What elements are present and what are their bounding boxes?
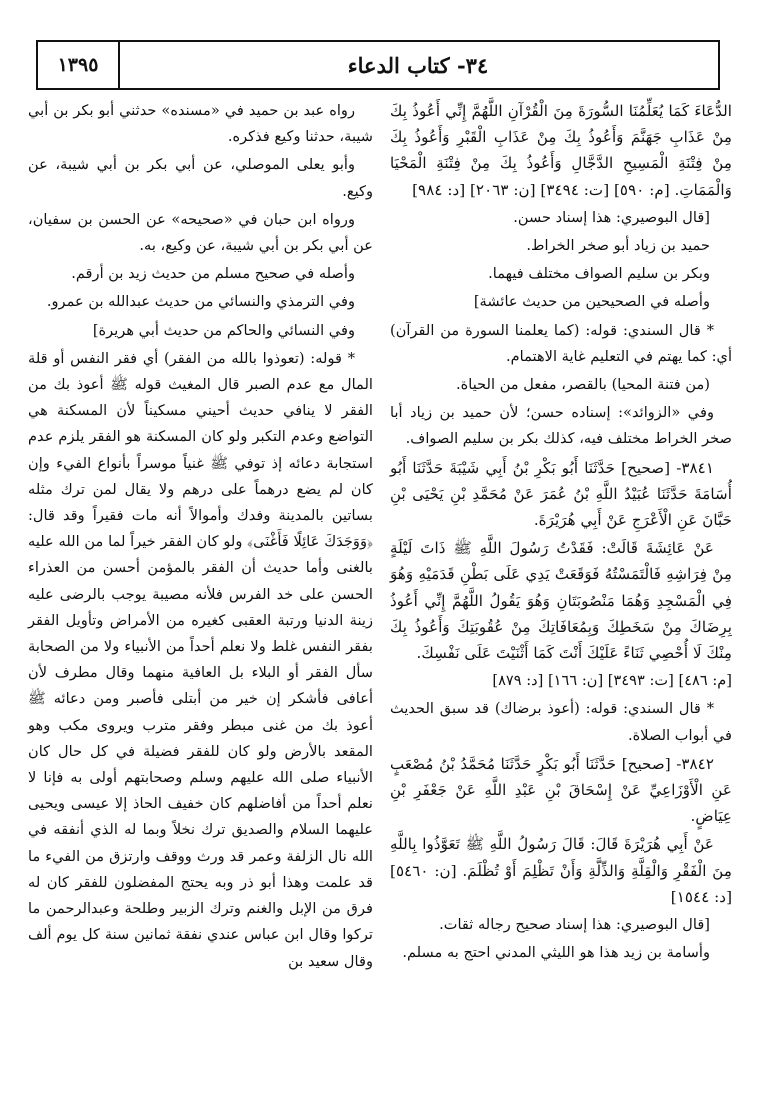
right-column-paragraph: وأسامة بن زيد هذا هو الليثي المدني احتج به مسلم. (402, 944, 710, 962)
right-column-paragraph: [م: ٤٨٦] [ت: ٣٤٩٣] [ن: ١٦٦] [د: ٨٧٩] (492, 672, 732, 690)
right-column-paragraph: ٣٨٤٢- [صحيح] حَدَّثَنَا أَبُو بَكْرٍ حَدَّثَنَا مُحَمَّدُ بْنُ مُصْعَبٍ عَنِ الْأَوْزَاعِيِّ عَنْ إِسْحَاقَ بْنِ عَبْدِ اللَّهِ عَنْ جَعْفَرِ بْنِ عِيَاضٍ. (390, 754, 732, 826)
left-column-paragraph: وفي النسائي والحاكم من حديث أبي هريرة] (92, 321, 355, 339)
page-header (36, 40, 720, 90)
right-column-paragraph: عَنْ أَبِي هُرَيْرَةَ قَالَ: قَالَ رَسُولُ اللَّهِ ﷺ تَعَوَّذُوا بِاللَّهِ مِنَ الْفَقْرِ وَالْقِلَّةِ وَالذِّلَّةِ وَأَنْ تَظْلِمَ أَوْ تُظْلَمَ. [ن: ٥٤٦٠] [د: ١٥٤٤] (390, 835, 732, 906)
chapter-title: ٣٤- كتاب الدعاء (347, 52, 489, 78)
left-column-paragraph: وفي الترمذي والنسائي من حديث عبدالله بن عمرو. (46, 293, 355, 311)
right-column-paragraph: * قال السندي: قوله: (كما يعلمنا السورة من القرآن) أي: كما يهتم في التعليم غاية الاهتمام. (390, 321, 732, 365)
right-column-paragraph: [قال البوصيري: هذا إسناد حسن. (513, 208, 710, 226)
page-number: ١٣٩٥ (38, 42, 120, 88)
left-column-paragraph: * قوله: (تعوذوا بالله من الفقر) أي فقر النفس أو قلة المال مع عدم الصبر قال المغيث قوله ﷺ أعوذ بك من الفقر لا ينافي حديث أحيني مسكيناً لأن المسكنة هي التواضع وعدم التكبر ولو كان المسكنة هو الفقر يلزم عدم استجابة دعائه إذ توفي ﷺ غنياً موسراً بأنواع الفيء وإن كان لم يضع درهماً على درهم ولا يقال لمن ترك مثله بساتين بالمدينة وفدك وأموالاً أنه مات فقيراً وقد قال: ﴿وَوَجَدَكَ عَائِلًا فَأَغْنَى﴾ ولو كان الفقر خيراً لما من الله عليه بالغنى وأما حديث أن الفقر بالمؤمن أحسن من العذراء الحسن على خد الفرس فلأنه مصيبة يوجب بالرضى عليه زينة الدنيا ورتبة العقبى كغيره من الأمراض وتأويل الفقر بفقر النفس غلط ولا نعلم أحداً من الأنبياء ولا من الصحابة سأل الفقر أو البلاء بل العافية منهما وقال مطرف لأن أعافى فأشكر إن خير من أبتلى فأصبر ومن دعائه ﷺ أعوذ بك من غنى مبطر وفقر مترب ويروى مكب وهو المقعد بالأرض ولو كان للفقر فضيلة في كل حال كان الأنبياء صلى الله عليهم وسلم وصحابتهم أولى به فإنا لا نعلم أحداً من أفاضلهم كان خفيف الحاذ إلا عيسى ويحيى عليهما السلام والصديق ترك نخلاً وبما له الذي أنفقه في الله نال الزلفة وعمر قد ورث ووقف وارتزق من الفيء ما قد علمت وهذا أبو ذر وبه يحتج المفضلون للفقر كان له فرق من الإبل والغنم وترك الزبير وطلحة وعبدالرحمن ما تركوا وقال ابن عباس عندي نفقة ثمانين سنة كل يوم ألف وقال سعيد بن (28, 349, 373, 970)
right-column-paragraph: * قال السندي: قوله: (أعوذ برضاك) قد سبق الحديث في أبواب الصلاة. (390, 700, 732, 744)
right-column-paragraph: عَنْ عَائِشَةَ قَالَتْ: فَقَدْتُ رَسُولَ اللَّهِ ﷺ ذَاتَ لَيْلَةٍ مِنْ فِرَاشِهِ فَالْتَمَسْتُهُ فَوَقَعَتْ يَدِي عَلَى بَطْنِ قَدَمَيْهِ وَهُوَ فِي الْمَسْجِدِ وَهُمَا مَنْصُوبَتَانِ وَهُوَ يَقُولُ اللَّهُمَّ إِنِّي أَعُوذُ بِرِضَاكَ مِنْ سَخَطِكَ وَبِمُعَافَاتِكَ مِنْ عُقُوبَتِكَ وَأَعُوذُ بِكَ مِنْكَ لَا أُحْصِي ثَنَاءً عَلَيْكَ أَنْتَ كَمَا أَثْنَيْتَ عَلَى نَفْسِكَ. (390, 539, 732, 663)
right-column-paragraph: وبكر بن سليم الصواف مختلف فيهما. (488, 265, 710, 283)
right-column-paragraph: وأصله في الصحيحين من حديث عائشة] (473, 293, 710, 311)
left-column-paragraph: وأصله في صحيح مسلم من حديث زيد بن أرقم. (71, 265, 355, 283)
right-column (390, 98, 732, 969)
left-column (28, 98, 373, 977)
right-column-paragraph: الدُّعَاءَ كَمَا يُعَلِّمُنَا السُّورَةَ مِنَ الْقُرْآنِ اللَّهُمَّ إِنِّي أَعُوذُ بِكَ مِنْ عَذَابِ جَهَنَّمَ وَأَعُوذُ بِكَ مِنْ عَذَابِ الْقَبْرِ وَأَعُوذُ بِكَ مِنْ فِتْنَةِ الْمَسِيحِ الدَّجَّالِ وَأَعُوذُ بِكَ مِنْ فِتْنَةِ الْمَحْيَا وَالْمَمَاتِ. [م: ٥٩٠] [ت: ٣٤٩٤] [ن: ٢٠٦٣] [د: ٩٨٤] (390, 102, 732, 199)
right-column-paragraph: [قال البوصيري: هذا إسناد صحيح رجاله ثقات. (439, 916, 710, 934)
left-column-paragraph: ورواه ابن حبان في «صحيحه» عن الحسن بن سفيان، عن أبي بكر بن أبي شيبة، عن وكيع، به. (28, 210, 373, 255)
right-column-paragraph: (من فتنة المحيا) بالقصر، مفعل من الحياة. (456, 376, 710, 394)
left-column-paragraph: وأبو يعلى الموصلي، عن أبي بكر بن أبي شيبة، عن وكيع. (28, 156, 373, 200)
right-column-paragraph: حميد بن زياد أبو صخر الخراط. (526, 237, 710, 255)
right-column-paragraph: وفي «الزوائد»: إسناده حسن؛ لأن حميد بن زياد أبا صخر الخراط مختلف فيه، كذلك بكر بن سليم الصواف. (390, 404, 732, 448)
right-column-paragraph: ٣٨٤١- [صحيح] حَدَّثَنَا أَبُو بَكْرِ بْنُ أَبِي شَيْبَةَ حَدَّثَنَا أَبُو أُسَامَةَ حَدَّثَنَا عُبَيْدُ اللَّهِ بْنُ عُمَرَ عَنْ مُحَمَّدِ بْنِ يَحْيَى بْنِ حَبَّانَ عَنِ الْأَعْرَجِ عَنْ أَبِي هُرَيْرَةَ. (390, 458, 732, 530)
left-column-paragraph: رواه عبد بن حميد في «مسنده» حدثني أبو بكر بن أبي شيبة، حدثنا وكيع فذكره. (28, 102, 373, 146)
